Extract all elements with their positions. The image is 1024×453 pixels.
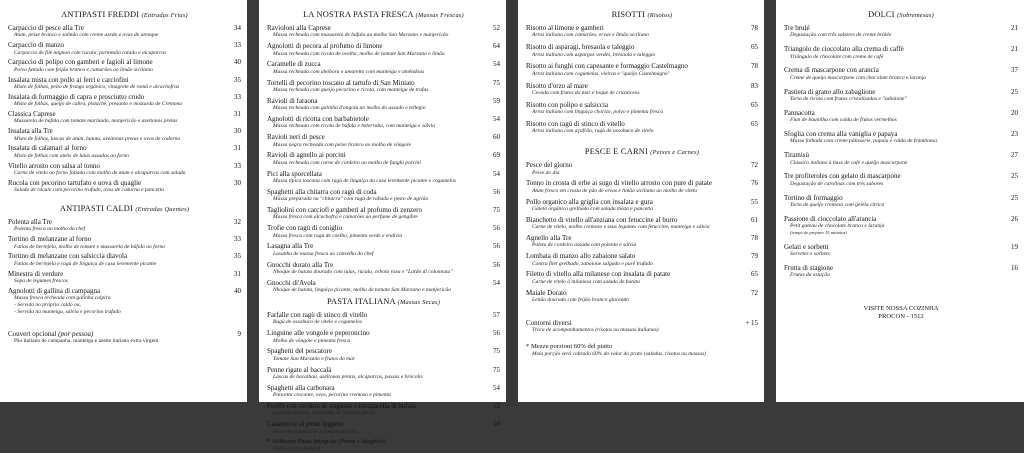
item-description: Arroz italiano com açafrão, ragù de ossobuco de vitelo (532, 128, 654, 135)
menu-item (267, 279, 500, 294)
item-price: 31 (234, 110, 241, 119)
mezze-porzioni-note: * Mezze porzioni 60% del piatto Meia porção será cobrado 60% do valor do prato (saladas, risotos ou massas) (526, 343, 707, 358)
item-name: Tortino di melanzane con salsiccia diavola (8, 252, 128, 261)
item-description: Polenta fresca ao molho do chef (14, 226, 86, 233)
menu-item (267, 420, 500, 435)
item-description: Atum fresco em crosta de pão de ervas e limão siciliano ao molho de vitelo (532, 187, 698, 194)
item-name: Carpaccio di manzo (8, 41, 64, 50)
item-price: 33 (234, 161, 241, 170)
item-price: 54 (493, 383, 500, 392)
section-title: DOLCI (Sobremesas) (868, 10, 934, 19)
item-price: 72 (751, 161, 758, 170)
menu-items (526, 24, 758, 135)
menu-item (267, 188, 500, 203)
menu-item (784, 66, 1018, 81)
item-name: Sfoglia con crema alla vaniglia e papaya (784, 130, 898, 139)
item-price: 78 (751, 24, 758, 32)
menu-item (784, 264, 1018, 279)
item-description: Mussarela de búfala com tomate marinado, manjericão e azeitonas pretas (14, 118, 178, 125)
item-price: 37 (1011, 66, 1018, 75)
item-price: 32 (234, 218, 241, 227)
item-description: Arroz italiano com cogumelos, vieiras e "queijo Castelmagno" (532, 70, 670, 77)
item-description: Nhoque de batata dourado com lulas, rúcula, cebola roxa e "Lardo di colonnata" (273, 269, 453, 276)
item-description: Pancetta crocante, ovos, pecorino cremoso e pimenta (273, 392, 391, 399)
item-name: Tortelli di pecorino toscano al tartufo di San Miniato (267, 78, 415, 87)
menu-item (8, 235, 241, 250)
item-description: Nhoque de batata, linguiça picante, molho de tomate San Marzano e manjericão (273, 287, 451, 294)
item-note: (por pessoa) (58, 329, 94, 338)
item-description: Arroz italiano com linguiça chorizo, polvo e pimenta fresca (532, 109, 664, 116)
menu-item (784, 215, 1018, 237)
menu-item (267, 224, 500, 239)
item-price: 31 (234, 269, 241, 278)
menu-item (526, 198, 758, 213)
item-description: Massa recheada com queijo pecorino e ricota, com manteiga de trufas (273, 87, 429, 94)
item-name: Agnolotti di ricotta con barbabietole (267, 115, 369, 124)
menu-item (267, 60, 500, 75)
menu-item (784, 194, 1018, 209)
item-name: Contorni diversi (526, 318, 572, 327)
menu-item (8, 127, 241, 142)
item-price: 21 (1011, 45, 1018, 54)
item-price: 69 (493, 151, 500, 160)
item-description-note: (tempo de preparo 15 minutos) (790, 230, 847, 236)
menu-item (526, 216, 758, 231)
item-name: Gelati e sorbetti (784, 242, 829, 251)
item-description: Paleta de cordeiro assada com polenta e sálvia (532, 242, 637, 249)
item-price: 16 (1011, 264, 1018, 273)
menu-item (8, 144, 241, 159)
item-name: Pannacotta (784, 108, 815, 117)
item-name: Pesce del giorno (526, 161, 573, 170)
item-description: Clássico italiano à base de café e queijo mascarpone (790, 159, 908, 166)
item-description: Sorvetes e sorbets (790, 251, 830, 258)
item-description: Lasanha de massa fresca ao conselho do chef (273, 250, 374, 257)
item-name: Vitello arrosto con salsa al tonno (8, 161, 100, 170)
item-price: 57 (493, 311, 500, 320)
item-description: Leitão dourado com feijão branco glaceado (532, 297, 630, 304)
item-price: 79 (751, 252, 758, 261)
item-description: Troca de acompanhamentos (risotos ou massas italianas) (532, 327, 659, 334)
item-name: Insalata di formaggio di capra e prosciutto crudo (8, 92, 145, 101)
section-title: ANTIPASTI CALDI (Entradas Quentes) (59, 204, 190, 214)
menu-items (267, 24, 500, 294)
menu-item (526, 270, 758, 285)
item-price: 54 (493, 169, 500, 178)
item-description: Ragù de ossobuco de vitelo e cogumelos (273, 319, 362, 326)
coperto-item (8, 330, 241, 345)
item-description: Galeto orgânico grelhado com salada mista e pancetta (532, 206, 654, 213)
item-name: Filetto di vitello alla milanese con insalata di patate (526, 270, 671, 279)
item-price: 60 (493, 133, 500, 142)
menu-item (267, 261, 500, 276)
item-name: Casareccie al pesto leggero (267, 420, 344, 429)
item-price: 21 (1011, 24, 1018, 32)
item-description: Massa recheada com galinha d'angola ao molho do assado e tellegio (273, 105, 426, 112)
item-description: Arroz italiano com camarões, ervas e limão siciliano (532, 32, 649, 39)
menu-item (784, 45, 1018, 60)
item-price: 54 (493, 60, 500, 69)
menu-item (8, 58, 241, 73)
menu-item (267, 170, 500, 185)
menu-item (526, 234, 758, 249)
item-price: 20 (1011, 108, 1018, 117)
item-description: Misto de folhas, lascas de atum, batata, azeitonas pretas e ovos de codorna (14, 135, 181, 142)
item-name: Tiramisù (784, 151, 810, 160)
item-name: Fusilli con verdure di stagione e mozzarella di bufala (267, 402, 416, 411)
item-description: Cevada com frutos do mar e toque de crustáceos (532, 90, 640, 97)
item-description: Tomate San Marzano e frutos do mar (273, 355, 355, 362)
item-name: Lombata di manzo allo zabaione salato (526, 252, 636, 261)
menu-page-dolci (776, 0, 1024, 402)
item-description: Massa negra recheada com peixe branco ao molho de vôngole (273, 141, 412, 148)
item-price: + 15 (745, 318, 758, 327)
footer-line: VISITE NOSSA COZINHA (863, 305, 939, 313)
menu-item (784, 151, 1018, 166)
item-price: 78 (751, 62, 758, 71)
item-description: Fatias de berinjela e ragù de linguiça de casa levemente picante (14, 260, 157, 267)
item-description: Carne de vitelo à milanesa com salada de batata (532, 278, 640, 285)
item-name: Risotto al limone e gamberi (526, 24, 604, 32)
item-name: Penne rigate al baccalà (267, 365, 332, 374)
item-description: Degustação de carolinas com três sabores (790, 180, 884, 187)
menu-item (8, 41, 241, 56)
item-price: 75 (493, 78, 500, 87)
item-price: 25 (1011, 87, 1018, 96)
item-name: Couvert opcional (8, 329, 57, 338)
menu-item (267, 384, 500, 399)
item-name: Risotto ai funghi con capesante e formaggio Castelmagno (526, 62, 688, 71)
item-price: 30 (234, 178, 241, 187)
section-title: PASTA ITALIANA (Massas Secas) (326, 297, 441, 307)
section-pasta-italiana (267, 297, 500, 435)
item-name: Caramelle di zucca (267, 60, 321, 69)
item-name: Gnocchi di'Avola (267, 278, 316, 287)
menu-item (267, 329, 500, 344)
item-description: Massa fresca com alcachofra e camarões ao perfume de gengibre (273, 214, 418, 221)
item-price: 83 (751, 81, 758, 90)
item-name: Tortino di melanzane al forno (8, 235, 92, 244)
menu-item (267, 347, 500, 362)
menu-item (526, 252, 758, 267)
menu-item (526, 62, 758, 77)
section-title: RISOTTI (Risotos) (611, 10, 673, 19)
item-name: Gnocchi dorato alla Tre (267, 260, 334, 269)
menu-item (784, 243, 1018, 258)
item-description: Arroz italiano com aspargos verdes, bresaola e taleggio (532, 51, 656, 58)
menu-item (267, 133, 500, 148)
section-pesce-carni (526, 147, 758, 304)
item-price: 75 (493, 206, 500, 215)
item-name: Pici alla sporcellata (267, 169, 322, 178)
item-name: Passione di cioccolato all'arancia (784, 214, 877, 223)
item-name: Frutta di stagione (784, 264, 833, 273)
item-price: 35 (234, 75, 241, 84)
item-description: Misto de folhas com anéis de lulas assados ao forno (14, 152, 130, 159)
item-price: 25 (1011, 172, 1018, 181)
menu-item (8, 287, 241, 316)
item-name: Crema di mascarpone con arancia (784, 66, 879, 75)
menu-item (267, 402, 500, 417)
item-description: Misto de folhas, peito de frango orgânico, vinagrete de romã e alcachofras (14, 84, 180, 91)
item-description: Creme de queijo mascarpone com chocolate branco e laranja (790, 74, 927, 81)
item-name: Tortino di formaggio (784, 193, 843, 202)
item-name: Risotto di asparagi, bresaola e taleggio (526, 43, 635, 52)
item-name: Spaghetti alla carbonara (267, 383, 335, 392)
item-description: Misto de folhas, queijo de cabra, pistache, presunto e mostarda de Cremona (14, 101, 183, 108)
item-description: Pão italiano de campanha, manteiga e azeite italiano extra virgem (14, 338, 159, 345)
menu-item (8, 93, 241, 108)
item-price: 65 (751, 270, 758, 279)
item-name: Lasagna alla Tre (267, 242, 314, 251)
item-name: Farfalle con ragù di stinco di vitello (267, 311, 368, 320)
item-description: Massa recheada com abóbora e amaretto com manteiga e amêndoas (273, 68, 425, 75)
item-description: Contra filet grelhado, zabaione salgado e purê trufado (532, 260, 653, 267)
item-price: 59 (493, 96, 500, 105)
menu-item (784, 88, 1018, 103)
item-name: Ravioli di faraona (267, 96, 318, 105)
menu-item (8, 179, 241, 194)
menu-item (267, 151, 500, 166)
item-description: Massa fresca recheada com galinha caipira - Servida no próprio caldo ou, - Servida na manteiga, sálvia e pecorino trufado (14, 295, 121, 315)
item-description: Pesto de manjericão e tomate peralina (273, 428, 359, 435)
menu-item (267, 97, 500, 112)
item-price: 26 (1011, 214, 1018, 223)
item-price: 25 (1011, 193, 1018, 202)
item-price: 72 (751, 288, 758, 297)
item-description: Legumes frescos, mussarela de búfala e pinoli (273, 410, 375, 417)
item-price: 56 (493, 329, 500, 338)
item-price: 54 (493, 115, 500, 124)
item-name: Maiale Dorato (526, 288, 567, 297)
contorni-item (526, 319, 758, 334)
item-price: 56 (493, 187, 500, 196)
item-price: 75 (493, 347, 500, 356)
section-risotti (526, 10, 758, 135)
menu-items (526, 161, 758, 304)
item-name: Carpaccio di pesce alla Tre (8, 24, 84, 32)
item-name: Bianchetto di vitello all'anziana con fetuccine al burro (526, 215, 678, 224)
item-description: Polvo fatiado com feijão branco e camarões ao limão siciliano (14, 66, 153, 73)
menu-items (784, 24, 1018, 279)
item-price: 56 (493, 242, 500, 251)
menu-item (784, 172, 1018, 187)
item-price: 52 (493, 402, 500, 411)
item-name: Triangolo de cioccolato alla crema di caffè (784, 45, 904, 54)
menu-item (526, 43, 758, 58)
item-price: 52 (493, 24, 500, 32)
item-name: Spaghetti alla chitarra con ragù di coda (267, 187, 377, 196)
item-price: 40 (234, 286, 241, 295)
section-title: ANTIPASTI FREDDI (Entradas Frias) (61, 10, 188, 19)
menu-item (784, 130, 1018, 145)
menu-item (526, 24, 758, 39)
menu-item (526, 161, 758, 176)
item-name: Risotto con polipo e salsiccia (526, 100, 609, 109)
item-description: Massa típica toscana com ragù de linguiça da casa levemente picante e cogumelos (273, 178, 456, 185)
item-price: 19 (1011, 242, 1018, 251)
item-price: 76 (751, 179, 758, 188)
item-name: Ravioloni alla Caprese (267, 24, 331, 32)
menu-item (267, 79, 500, 94)
item-description: Salada de rúcula com pecorino trufado, ovos de codorna e pancetta (14, 187, 164, 194)
menu-item (8, 162, 241, 177)
menu-items (267, 311, 500, 435)
menu-item (526, 289, 758, 304)
item-name: Insalata mista con pollo ai ferri e carciofini (8, 75, 129, 84)
item-name: Agnolotti di pecora al profumo di limone (267, 42, 383, 51)
section-dolci (784, 10, 1018, 279)
item-price: 75 (493, 365, 500, 374)
menu-item (8, 218, 241, 233)
menu-item (267, 206, 500, 221)
item-name: Polenta alla Tre (8, 218, 52, 227)
item-description: Atum, peixe branco e salmão com creme azedo e ovas de arenque (14, 32, 159, 39)
item-name: Trofie con ragù di coniglio (267, 224, 343, 233)
item-description: Molho de vôngole e pimenta fresca (273, 337, 351, 344)
item-price: 33 (234, 92, 241, 101)
item-name: Carpaccio di polipo con gamberi e fagioli al limone (8, 58, 153, 67)
item-name: Risotto d'orzo al mare (526, 81, 588, 90)
menu-item (267, 242, 500, 257)
item-description: Carne de vitelo, molho cremoso e seus legumes com fetuccine, manteiga e sálvia (532, 224, 710, 231)
item-price: 30 (234, 127, 241, 136)
item-description: Torta de ricota com frutas cristalizadas e "zabaione" (790, 96, 907, 103)
item-name: Tre profiteroles con gelato di mascarpone (784, 172, 901, 181)
item-description: Massa recheada com mussarela de búfala ao molho San Marzano e manjericão (273, 32, 449, 39)
section-antipasti-caldi (8, 204, 241, 316)
item-description: Massa fresca com ragù de coelho, pimenta verde e endívia (273, 232, 403, 239)
item-description: Degustação com três sabores de creme brûlée (790, 32, 892, 39)
item-price: 65 (751, 120, 758, 129)
item-price: 56 (493, 260, 500, 269)
menu-item (526, 179, 758, 194)
item-price: 9 (237, 329, 241, 338)
item-description: Sopa de legumes frescos (14, 278, 68, 285)
menu-item (8, 270, 241, 285)
menu-items (8, 24, 241, 194)
item-price: 40 (234, 58, 241, 67)
item-name: Linguine alle vongole e peperoncino (267, 329, 370, 338)
menu-item (267, 366, 500, 381)
item-name: Insalata di calamari al forno (8, 144, 87, 153)
menu-item (8, 24, 241, 39)
section-title: PESCE E CARNI (Peixes e Carnes) (584, 147, 700, 157)
item-price: 34 (234, 24, 241, 32)
item-name: Ravioli neri di pesce (267, 133, 325, 142)
item-price: 27 (1011, 151, 1018, 160)
menu-item (267, 311, 500, 326)
footer (784, 305, 1018, 321)
item-price: 55 (751, 197, 758, 206)
item-description: Carne de vitelo ao forno fatiada com molho de atum e alcaparras com salada (14, 170, 186, 177)
section-antipasti-freddi (8, 10, 241, 194)
item-description: Frutas da estação (790, 272, 830, 279)
item-name: Tonno in crosta di erbe ai sugo di vitello arrosto con pure di patate (526, 179, 712, 188)
item-price: 33 (234, 235, 241, 244)
item-name: Rucola con pecorino tartufato e uova di quaglie (8, 178, 142, 187)
item-name: Insalata alla Tre (8, 127, 53, 136)
item-price: 65 (751, 100, 758, 109)
item-description: Lascas de bacalhau, azeitonas pretas, alcaparras, passas e brócolis (273, 374, 423, 381)
item-description: Massa recheada com ricota de ovelha, molho de tomate San Marzano e limão (273, 50, 445, 57)
item-price: 50 (493, 420, 500, 429)
menu-item (784, 109, 1018, 124)
menu-item (784, 24, 1018, 39)
item-description: Massa recheada com ricota de búfala e beterraba, com manteiga e sálvia (273, 123, 436, 130)
integrale-note: * Abbiamo Pasta Integrale (Penne e Spaghetti) Temos massa integral (267, 438, 386, 453)
item-name: Minestra di verdure (8, 269, 64, 278)
menu-item (526, 82, 758, 97)
item-description: Peixe do dia (532, 169, 560, 176)
item-description: Massa folhada com creme pâtisserie, papaia e calda de framboesa (790, 138, 938, 145)
menu-page-pasta (259, 0, 506, 453)
item-name: Risotto con ragù di stinco di vitello (526, 120, 625, 129)
item-description: Carpaccio de filé mignon com rúcula, parmesão ralado e alcaparras (14, 49, 167, 56)
item-description: Massa recheada com carne de cordeiro ao molho de funghi porcini (273, 159, 421, 166)
item-price: 23 (1011, 130, 1018, 139)
item-name: Ravioli di agnello ai porcini (267, 151, 346, 160)
menu-item (8, 76, 241, 91)
section-title: LA NOSTRA PASTA FRESCA (Massas Frescas) (303, 10, 464, 19)
item-name: Tre brulé (784, 24, 810, 32)
item-description: Torta de queijo cremoso com geléia cítrica (790, 202, 885, 209)
menu-page-risotti (518, 0, 764, 402)
menu-item (267, 24, 500, 39)
item-price: 54 (493, 278, 500, 287)
section-pasta-fresca (267, 10, 500, 294)
item-description: Fatias de berinjela, molho de tomate e mussarela de búfala ao forno (14, 243, 166, 250)
item-price: 56 (493, 224, 500, 233)
item-name: Pollo organico alla griglia con insalata e gura (526, 197, 653, 206)
menu-item (8, 252, 241, 267)
item-price: 33 (234, 41, 241, 50)
item-name: Agnello alla Tre (526, 234, 572, 243)
item-description: Flan de baunilha com calda de frutos vermelhos (790, 117, 897, 124)
footer-line: PROCON - 1512 (878, 313, 924, 321)
item-name: Classica Caprese (8, 110, 56, 119)
item-name: Agnolotti di gallina di campagna (8, 286, 101, 295)
item-name: Spaghetti del pescatore (267, 347, 332, 356)
item-price: 61 (751, 215, 758, 224)
menu-item (526, 101, 758, 116)
item-description: Massa preparada na "chitarra" com ragù de rabada e pesto de agrião (273, 196, 429, 203)
item-description: Triângulo de chocolate com creme de café (790, 53, 884, 60)
item-description: Petit gateau de chocolate branco e laranja (790, 223, 885, 230)
menu-item (526, 120, 758, 135)
menu-item (267, 42, 500, 57)
item-price: 65 (751, 43, 758, 52)
menu-item (267, 115, 500, 130)
menu-page-antipasti (0, 0, 247, 402)
menu-items (8, 218, 241, 316)
item-name: Tagliolini con carciofi e gamberi al profumo di zenzero (267, 206, 423, 215)
item-price: 78 (751, 234, 758, 243)
item-name: Pastiera di grano allo zabaglione (784, 87, 876, 96)
item-price: 35 (234, 252, 241, 261)
item-price: 31 (234, 144, 241, 153)
item-price: 64 (493, 42, 500, 51)
menu-item (8, 110, 241, 125)
